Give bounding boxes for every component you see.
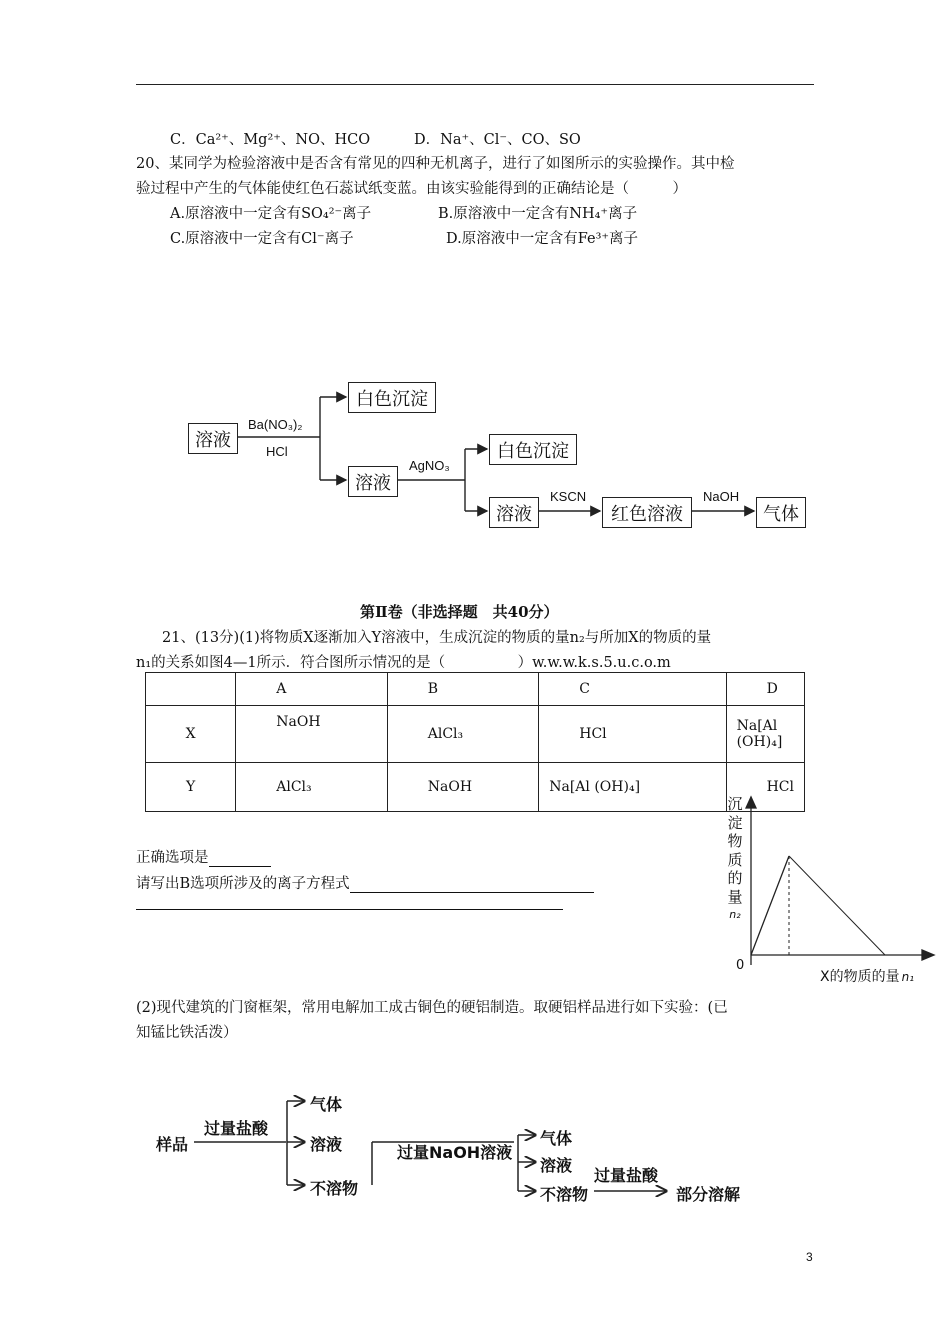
flow2-sol2: 溶液 xyxy=(540,1156,573,1175)
flow2-sample: 样品 xyxy=(156,1135,189,1154)
q20-option-b: B.原溶液中一定含有NH₄⁺离子 xyxy=(438,206,638,222)
flow2-reagent2: 过量NaOH溶液 xyxy=(397,1143,513,1162)
graph-x-label: X的物质的量 n₁ xyxy=(820,969,915,985)
flow2-result: 部分溶解 xyxy=(676,1185,741,1204)
q19-option-d: D．Na⁺、Cl⁻、CO、SO xyxy=(414,132,581,148)
correct-option-prompt: 正确选项是 xyxy=(136,846,271,867)
flow1-reagent1-top: Ba(NO₃)₂ xyxy=(248,417,303,432)
flow1-sol1-box: 溶液 xyxy=(348,466,398,497)
graph-y-label: 沉 淀 物 质 的 量 n₂ xyxy=(727,795,743,921)
table-cell: NaOH xyxy=(387,763,539,812)
table-cell: AlCl₃ xyxy=(236,763,388,812)
table-cell: HCl xyxy=(539,706,726,763)
table-cell: NaOH xyxy=(236,706,388,763)
section2-title: 第Ⅱ卷（非选择题 共40分） xyxy=(360,603,559,621)
flow1-precip2-box: 白色沉淀 xyxy=(489,434,577,465)
table-cell: Na[Al (OH)₄] xyxy=(539,763,726,812)
q20-stem-line1: 20、某同学为检验溶液中是否含有常见的四种无机离子，进行了如图所示的实验操作。其中检 xyxy=(136,156,735,172)
table-cell: B xyxy=(387,673,539,706)
q20-option-c: C.原溶液中一定含有Cl⁻离子 xyxy=(170,231,354,247)
table-cell: Y xyxy=(146,763,236,812)
flow2-sol1: 溶液 xyxy=(310,1135,343,1154)
q20-option-d: D.原溶液中一定含有Fe³⁺离子 xyxy=(446,231,639,247)
flow1-precip1-box: 白色沉淀 xyxy=(348,382,436,413)
table-cell: A xyxy=(236,673,388,706)
table-cell: Na[Al (OH)₄] xyxy=(726,706,804,763)
table-cell: AlCl₃ xyxy=(387,706,539,763)
part2-line2: 知锰比铁活泼） xyxy=(136,1025,238,1041)
flow1-start-box: 溶液 xyxy=(188,423,238,454)
flow2-reagent3: 过量盐酸 xyxy=(594,1166,659,1185)
q20-option-a: A.原溶液中一定含有SO₄²⁻离子 xyxy=(170,206,372,222)
flow2-gas1: 气体 xyxy=(310,1095,343,1114)
equation-prompt: 请写出B选项所涉及的离子方程式 xyxy=(136,872,594,893)
graph-origin: 0 xyxy=(736,958,745,973)
page-number: 3 xyxy=(806,1250,813,1264)
flow1-reagent1-bottom: HCl xyxy=(266,444,288,459)
flow2-gas2: 气体 xyxy=(540,1129,573,1148)
flow1-reagent3: KSCN xyxy=(550,489,587,504)
flow2-insol2: 不溶物 xyxy=(540,1185,589,1204)
q21-line1: 21、(13分)(1)将物质X逐渐加入Y溶液中，生成沉淀的物质的量n₂与所加X的物质的量 xyxy=(162,630,712,646)
q20-stem-line2: 验过程中产生的气体能使红色石蕊试纸变蓝。由该实验能得到的正确结论是（ ） xyxy=(136,181,687,197)
table-cell: C xyxy=(539,673,726,706)
table-cell: X xyxy=(146,706,236,763)
flow2-reagent1: 过量盐酸 xyxy=(204,1119,269,1138)
q19-option-c: C．Ca²⁺、Mg²⁺、NO、HCO xyxy=(170,132,371,148)
flow1-reagent2: AgNO₃ xyxy=(409,458,450,473)
flow1-reagent4: NaOH xyxy=(703,489,740,504)
part2-line1: (2)现代建筑的门窗框架，常用电解加工成古铜色的硬铝制造。取硬铝样品进行如下实验：(已 xyxy=(136,1000,728,1016)
flow1-gas-box: 气体 xyxy=(756,497,806,528)
table-cell: HCl xyxy=(726,763,804,812)
table-cell: D xyxy=(726,673,804,706)
flow1-sol2-box: 溶液 xyxy=(489,497,539,528)
flow2-insol1: 不溶物 xyxy=(310,1179,359,1198)
q21-line2: n₁的关系如图4—1所示．符合图所示情况的是（ ）w.w.w.k.s.5.u.c.o.m xyxy=(136,655,671,671)
flow1-red-solution-box: 红色溶液 xyxy=(602,497,692,528)
